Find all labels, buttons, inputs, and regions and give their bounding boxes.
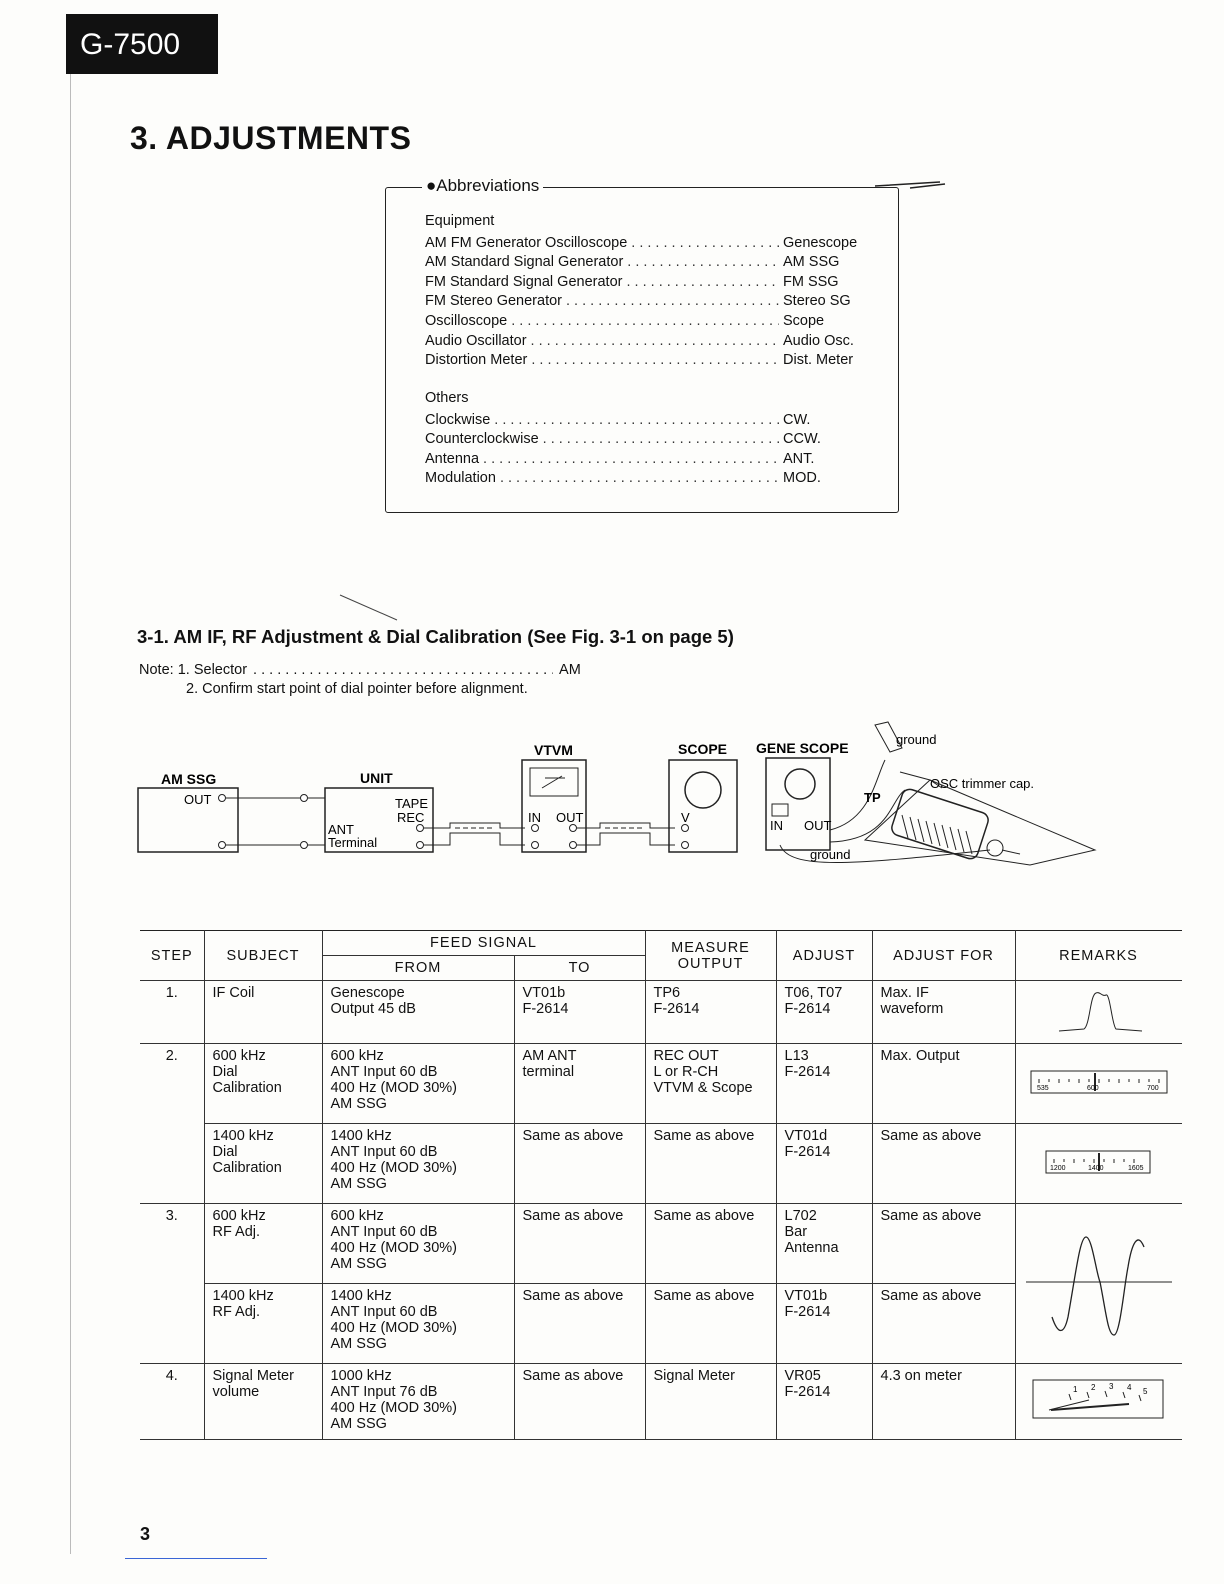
vtvm-meter-icon [530,768,578,796]
gene-scope-screen-icon [785,769,815,799]
measure-cell: Same as above [645,1284,776,1364]
from-cell: 600 kHz ANT Input 60 dB 400 Hz (MOD 30%) AM SSG [322,1044,514,1124]
abbr-row: AM FM Generator Oscilloscope . . . Genescope [425,234,865,254]
am-ssg-label: AM SSG [161,771,217,787]
table-row [140,1044,1182,1124]
step-cell: 4. [140,1364,204,1440]
subject-cell: 1400 kHz Dial Calibration [204,1124,322,1204]
header-adjust: ADJUST [776,931,872,981]
model-badge: G-7500 [66,14,218,74]
ground-top-label: ground [896,732,937,747]
step-cell: 2. [140,1044,204,1204]
remarks-cell [1015,981,1182,1044]
page-number: 3 [140,1524,151,1544]
measure-cell: TP6 F-2614 [645,981,776,1044]
remarks-cell [1015,1364,1182,1440]
bar-antenna-coil-icon [890,787,1020,860]
step-cell: 1. [140,981,204,1044]
abbr-row: Clockwise . . . CW. [425,411,865,431]
subject-cell: IF Coil [204,981,322,1044]
pen-mark [870,176,950,196]
adjust-cell: L13 F-2614 [776,1044,872,1124]
note-num: 1. [177,662,190,678]
abbr-row: Counterclockwise . . . CCW. [425,430,865,450]
header-subject: SUBJECT [204,931,322,981]
to-cell: Same as above [514,1364,645,1440]
meter-tick-label: 1 [1072,1384,1077,1394]
measure-cell: Same as above [645,1124,776,1204]
pcb-board [865,780,1095,865]
equipment-group [425,212,865,371]
subject-cell: Signal Meter volume [204,1364,322,1440]
gs-in-label: IN [770,818,783,833]
to-cell: AM ANT terminal [514,1044,645,1124]
table-row [140,1364,1182,1440]
header-remarks: REMARKS [1015,931,1182,981]
vtvm-label: VTVM [534,742,573,758]
subsection-title: 3-1. AM IF, RF Adjustment & Dial Calibration (See Fig. 3-1 on page 5) [137,626,734,647]
header-adjust-for: ADJUST FOR [872,931,1015,981]
abbreviations-title: ●Abbreviations [422,176,543,196]
from-cell: 1000 kHz ANT Input 76 dB 400 Hz (MOD 30%) AM SSG [322,1364,514,1440]
dial-scale-600-icon [1029,1067,1169,1097]
adjust-cell: T06, T07 F-2614 [776,981,872,1044]
adjust-cell: L702 Bar Antenna [776,1204,872,1284]
ant-label: ANT [328,822,354,837]
abbr-row: Oscilloscope . . . Scope [425,312,865,332]
gene-scope-label: GENE SCOPE [756,740,849,756]
adjust-cell: VT01d F-2614 [776,1124,872,1204]
dial-tick-label: 535 [1036,1084,1049,1092]
osc-trimmer-label: OSC trimmer cap. [930,776,1035,791]
others-heading: Others [425,390,469,406]
to-cell: Same as above [514,1284,645,1364]
dial-scale-1400-icon [1044,1147,1154,1177]
abbr-row: AM Standard Signal Generator . . . AM SSG [425,253,865,273]
abbr-row: Modulation . . . MOD. [425,469,865,489]
adjust-for-cell: Same as above [872,1124,1015,1204]
adjust-for-cell: Max. IF waveform [872,981,1015,1044]
abbr-row: FM Standard Signal Generator . . . FM SSG [425,273,865,293]
table-row [140,981,1182,1044]
equipment-heading: Equipment [425,213,495,229]
meter-tick-label: 2 [1090,1382,1095,1392]
meter-tick-label: 3 [1108,1381,1113,1391]
note-text: Selector [193,662,248,678]
dial-tick-label: 1200 [1049,1164,1066,1172]
note [139,661,581,699]
measure-cell: Same as above [645,1204,776,1284]
footer-rule [125,1558,267,1559]
subject-cell: 600 kHz Dial Calibration [204,1044,322,1124]
adjustment-table [140,930,1182,1440]
vtvm-box [522,760,586,852]
gs-out-label: OUT [804,818,832,833]
to-cell: VT01b F-2614 [514,981,645,1044]
subject-cell: 600 kHz RF Adj. [204,1204,322,1284]
tape-label: TAPE [395,796,428,811]
header-feed-signal: FEED SIGNAL [322,931,645,956]
adjust-cell: VT01b F-2614 [776,1284,872,1364]
from-cell: Genescope Output 45 dB [322,981,514,1044]
adjust-for-cell: Same as above [872,1284,1015,1364]
margin-line [70,74,71,1554]
if-waveform-icon [1054,985,1144,1035]
note-label: Note: [139,662,174,678]
abbr-row: Antenna . . . ANT. [425,450,865,470]
others-group [425,389,865,489]
abbr-row: FM Stereo Generator . . . Stereo SG [425,292,865,312]
dial-tick-label: 600 [1086,1084,1099,1092]
adjust-cell: VR05 F-2614 [776,1364,872,1440]
vtvm-out-label: OUT [556,810,584,825]
note-value: AM [559,662,581,678]
scope-screen-icon [685,772,721,808]
dial-tick-label: 1605 [1127,1164,1144,1172]
pen-stroke [335,590,405,625]
abbr-row: Distortion Meter . . . Dist. Meter [425,351,865,371]
header-to: TO [514,956,645,981]
to-cell: Same as above [514,1124,645,1204]
adjust-for-cell: Max. Output [872,1044,1015,1124]
rec-label: REC [397,810,425,825]
note-text: Confirm start point of dial pointer before alignment. [202,681,528,697]
from-cell: 1400 kHz ANT Input 60 dB 400 Hz (MOD 30%) AM SSG [322,1124,514,1204]
connection-diagram [130,720,1110,890]
header-step: STEP [140,931,204,981]
meter-tick-label: 5 [1142,1386,1147,1396]
measure-cell: Signal Meter [645,1364,776,1440]
remarks-cell [1015,1204,1182,1364]
tp-label: TP [864,790,881,805]
remarks-cell [1015,1044,1182,1124]
to-cell: Same as above [514,1204,645,1284]
adjust-for-cell: Same as above [872,1204,1015,1284]
dial-tick-label: 700 [1146,1084,1159,1092]
dial-tick-label: 1400 [1087,1164,1104,1172]
scope-v-label: V [681,810,690,825]
step-cell: 3. [140,1204,204,1364]
note-num: 2. [186,681,199,697]
subject-cell: 1400 kHz RF Adj. [204,1284,322,1364]
from-cell: 1400 kHz ANT Input 60 dB 400 Hz (MOD 30%) AM SSG [322,1284,514,1364]
scope-label: SCOPE [678,741,728,757]
am-ssg-out-label: OUT [184,792,212,807]
table-row [140,1124,1182,1204]
adjust-for-cell: 4.3 on meter [872,1364,1015,1440]
measure-cell: REC OUT L or R-CH VTVM & Scope [645,1044,776,1124]
from-cell: 600 kHz ANT Input 60 dB 400 Hz (MOD 30%) AM SSG [322,1204,514,1284]
header-from: FROM [322,956,514,981]
signal-meter-icon [1029,1376,1169,1424]
header-measure-output: MEASURE OUTPUT [645,931,776,981]
meter-tick-label: 4 [1126,1382,1131,1392]
gs-ground-label: ground [810,847,851,862]
abbr-row: Audio Oscillator . . . Audio Osc. [425,332,865,352]
unit-label: UNIT [360,770,393,786]
terminal-label: Terminal [328,835,378,850]
remarks-cell [1015,1124,1182,1204]
sine-waveform-icon [1024,1227,1174,1337]
vtvm-in-label: IN [528,810,541,825]
table-row [140,1204,1182,1284]
scope-box [669,760,737,852]
section-title: 3. ADJUSTMENTS [130,120,412,156]
